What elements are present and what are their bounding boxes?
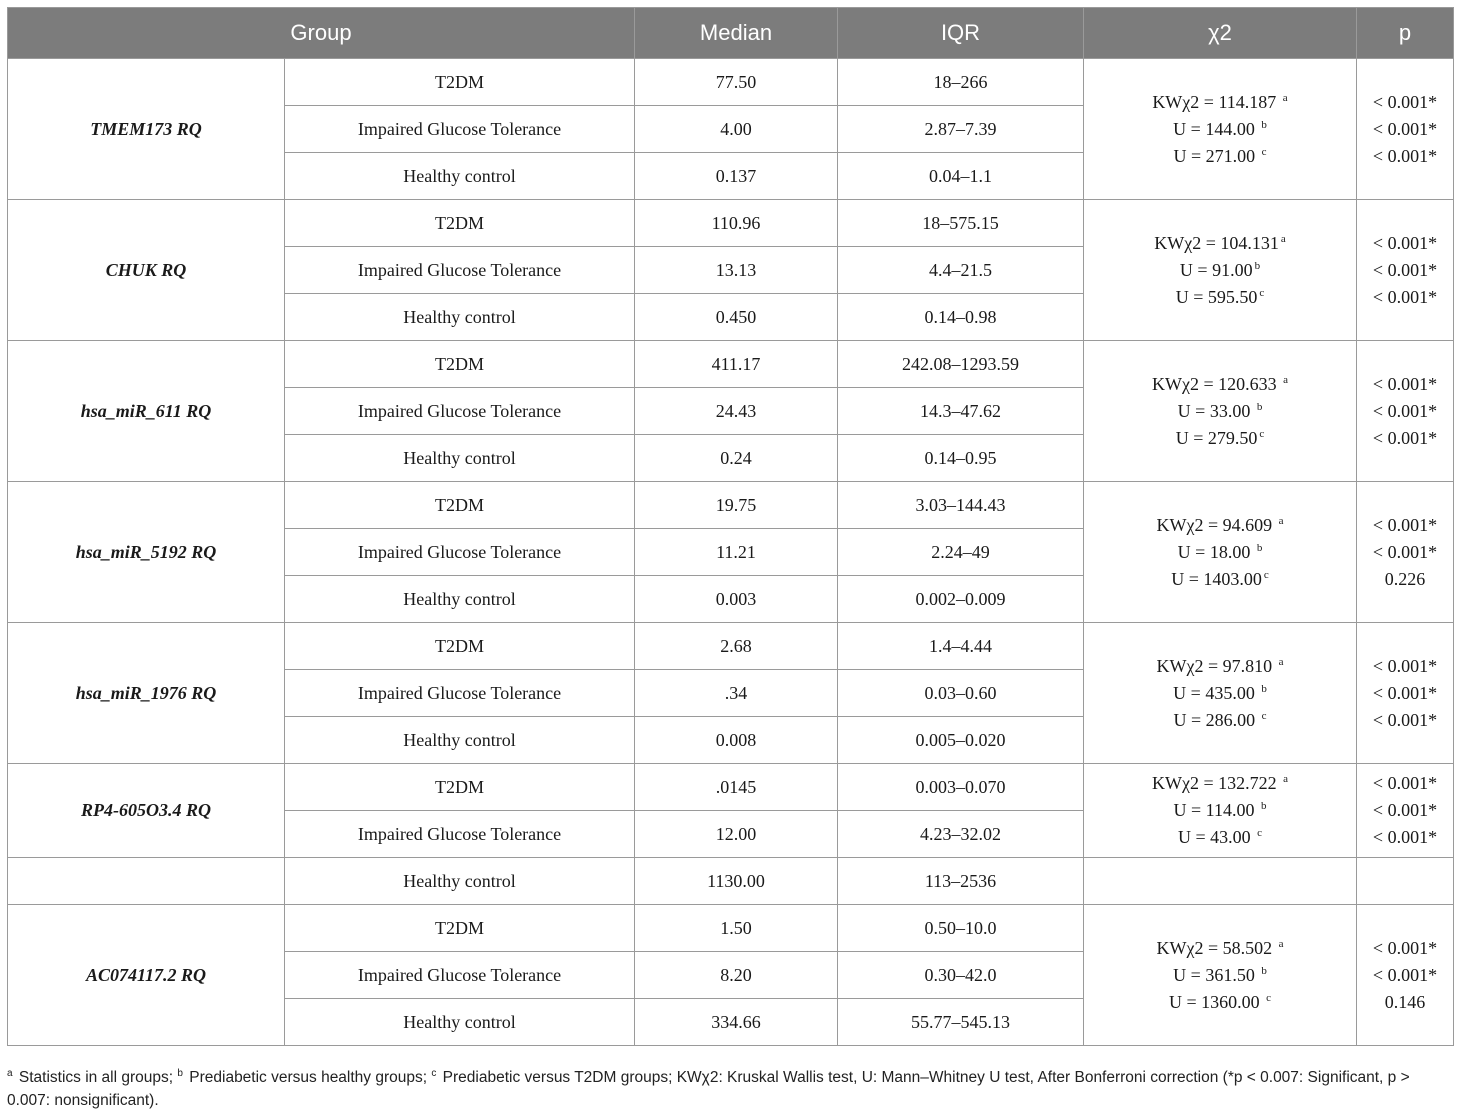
stat-line [1084, 284, 1356, 311]
group-cell: Impaired Glucose Tolerance [285, 670, 635, 717]
p-value-cell [1357, 764, 1454, 858]
stat-line [1084, 797, 1356, 824]
p-value-cell [1357, 59, 1454, 200]
group-cell: Impaired Glucose Tolerance [285, 247, 635, 294]
p-value-cell [1357, 905, 1454, 1046]
stat-line [1084, 770, 1356, 797]
stat-line [1084, 566, 1356, 593]
iqr-cell: 0.003–0.070 [838, 764, 1084, 811]
header-p: p [1357, 8, 1454, 59]
stat-text: KWχ2 = 58.502 [1156, 937, 1277, 958]
iqr-cell: 113–2536 [838, 858, 1084, 905]
stat-superscript: c [1266, 991, 1272, 1004]
median-cell: 12.00 [635, 811, 838, 858]
stat-line [1084, 680, 1356, 707]
p-value-line: < 0.001* [1372, 655, 1438, 676]
p-value-line: < 0.001* [1372, 373, 1438, 394]
iqr-cell: 0.002–0.009 [838, 576, 1084, 623]
chi2-stats-cell [1084, 482, 1357, 623]
p-value-line: < 0.001* [1372, 427, 1438, 448]
stat-superscript: c [1259, 427, 1265, 440]
median-cell: 13.13 [635, 247, 838, 294]
p-value-line: < 0.001* [1372, 400, 1438, 421]
results-table [7, 7, 1454, 1046]
median-cell: 11.21 [635, 529, 838, 576]
p-value-line: < 0.001* [1372, 118, 1438, 139]
stat-text: KWχ2 = 132.722 [1151, 773, 1282, 793]
median-cell: 0.137 [635, 153, 838, 200]
group-cell: Healthy control [285, 858, 635, 905]
p-value-line: < 0.001* [1372, 232, 1438, 253]
chi2-stats-cell [1084, 623, 1357, 764]
p-value-line: 0.226 [1384, 568, 1426, 589]
stat-line [1084, 398, 1356, 425]
iqr-cell: 4.23–32.02 [838, 811, 1084, 858]
stat-text: U = 595.50 [1175, 286, 1258, 307]
table-row [8, 482, 1454, 529]
median-cell: 411.17 [635, 341, 838, 388]
stat-text: KWχ2 = 97.810 [1156, 655, 1277, 676]
iqr-cell: 0.14–0.95 [838, 435, 1084, 482]
group-cell: T2DM [285, 905, 635, 952]
stat-line [1084, 371, 1356, 398]
stat-line [1084, 116, 1356, 143]
group-cell: Healthy control [285, 435, 635, 482]
median-cell: .0145 [635, 764, 838, 811]
p-value-cell [1357, 200, 1454, 341]
stat-superscript: a [1278, 937, 1284, 950]
chi2-stats-cell [1084, 59, 1357, 200]
footnote-mark-c: c [431, 1067, 437, 1079]
p-value-line: < 0.001* [1372, 286, 1438, 307]
stat-superscript: a [1278, 655, 1284, 668]
p-value-line: < 0.001* [1372, 937, 1438, 958]
stat-text: U = 114.00 [1173, 800, 1259, 820]
header-group: Group [8, 8, 635, 59]
stat-text: U = 271.00 [1173, 145, 1260, 166]
stat-line [1084, 257, 1356, 284]
p-value-line: 0.146 [1384, 991, 1426, 1012]
stat-superscript: c [1261, 709, 1267, 722]
stat-text: U = 1360.00 [1168, 991, 1265, 1012]
iqr-cell: 3.03–144.43 [838, 482, 1084, 529]
group-cell: T2DM [285, 200, 635, 247]
p-value-line: < 0.001* [1372, 514, 1438, 535]
p-value-cell-empty [1357, 858, 1454, 905]
p-value-line: < 0.001* [1372, 773, 1438, 793]
stat-line [1084, 539, 1356, 566]
stat-text: U = 144.00 [1173, 118, 1260, 139]
table-row [8, 623, 1454, 670]
table-row [8, 341, 1454, 388]
footnote-text-c: Prediabetic versus T2DM groups; KWχ2: Kruskal Wallis test, U: Mann–Whitney U test, After Bonferroni correction (*p < 0.007: Significant, p > 0.007: nonsignificant). [7, 1069, 1410, 1109]
table-row [8, 200, 1454, 247]
stat-line [1084, 653, 1356, 680]
chi2-stats-cell [1084, 905, 1357, 1046]
group-cell: Healthy control [285, 999, 635, 1046]
stat-text: U = 18.00 [1177, 541, 1255, 562]
iqr-cell: 0.04–1.1 [838, 153, 1084, 200]
iqr-cell: 18–575.15 [838, 200, 1084, 247]
p-value-cell [1357, 341, 1454, 482]
table-body [8, 59, 1454, 1046]
footnote-text-b: Prediabetic versus healthy groups; [184, 1069, 432, 1086]
iqr-cell: 1.4–4.44 [838, 623, 1084, 670]
group-cell: Impaired Glucose Tolerance [285, 952, 635, 999]
p-value-line: < 0.001* [1372, 964, 1438, 985]
iqr-cell: 2.87–7.39 [838, 106, 1084, 153]
stat-superscript: b [1256, 400, 1263, 413]
table-row [8, 858, 1454, 905]
stat-line [1084, 143, 1356, 170]
stat-superscript: b [1260, 800, 1267, 812]
group-cell: Healthy control [285, 717, 635, 764]
stat-text: KWχ2 = 94.609 [1156, 514, 1277, 535]
stat-line [1084, 962, 1356, 989]
group-cell: Impaired Glucose Tolerance [285, 106, 635, 153]
gene-name-cell: TMEM173 RQ [8, 59, 285, 200]
stat-text: U = 43.00 [1177, 827, 1256, 847]
stat-text: U = 435.00 [1173, 682, 1260, 703]
iqr-cell: 0.03–0.60 [838, 670, 1084, 717]
group-cell: T2DM [285, 623, 635, 670]
stat-superscript: b [1254, 259, 1261, 272]
stat-line [1084, 230, 1356, 257]
gene-name-cell: hsa_miR_5192 RQ [8, 482, 285, 623]
stat-line [1084, 935, 1356, 962]
stat-text: U = 286.00 [1173, 709, 1260, 730]
footnote-text-a: Statistics in all groups; [14, 1069, 178, 1086]
group-cell: T2DM [285, 341, 635, 388]
group-cell: Impaired Glucose Tolerance [285, 388, 635, 435]
stat-superscript: a [1283, 773, 1289, 785]
stat-line [1084, 707, 1356, 734]
p-value-line: < 0.001* [1372, 800, 1438, 820]
iqr-cell: 18–266 [838, 59, 1084, 106]
stat-text: KWχ2 = 104.131 [1154, 232, 1279, 253]
group-cell: Impaired Glucose Tolerance [285, 811, 635, 858]
gene-name-cell: hsa_miR_611 RQ [8, 341, 285, 482]
group-cell: Healthy control [285, 576, 635, 623]
table-row [8, 764, 1454, 811]
stat-text: U = 361.50 [1173, 964, 1260, 985]
median-cell: 2.68 [635, 623, 838, 670]
stat-text: U = 91.00 [1179, 259, 1253, 280]
stat-superscript: a [1282, 91, 1288, 104]
iqr-cell: 14.3–47.62 [838, 388, 1084, 435]
header-chi2: χ2 [1084, 8, 1357, 59]
footnote-mark-b: b [177, 1067, 183, 1079]
chi2-stats-cell-empty [1084, 858, 1357, 905]
stat-line [1084, 425, 1356, 452]
gene-name-cell: AC074117.2 RQ [8, 905, 285, 1046]
iqr-cell: 0.14–0.98 [838, 294, 1084, 341]
group-cell: Healthy control [285, 294, 635, 341]
stat-line [1084, 989, 1356, 1016]
p-value-cell [1357, 482, 1454, 623]
iqr-cell: 55.77–545.13 [838, 999, 1084, 1046]
stat-line [1084, 512, 1356, 539]
table-row [8, 59, 1454, 106]
median-cell: 334.66 [635, 999, 838, 1046]
group-cell: T2DM [285, 764, 635, 811]
stat-superscript: c [1259, 286, 1265, 299]
p-value-line: < 0.001* [1372, 91, 1438, 112]
stat-text: U = 1403.00 [1171, 568, 1262, 589]
group-cell: T2DM [285, 59, 635, 106]
median-cell: 1130.00 [635, 858, 838, 905]
median-cell: 4.00 [635, 106, 838, 153]
header-iqr: IQR [838, 8, 1084, 59]
median-cell: 0.008 [635, 717, 838, 764]
gene-name-cell: RP4-605O3.4 RQ [8, 764, 285, 858]
stat-text: U = 33.00 [1177, 400, 1255, 421]
stat-superscript: a [1280, 232, 1286, 245]
chi2-stats-cell [1084, 341, 1357, 482]
group-cell: Impaired Glucose Tolerance [285, 529, 635, 576]
p-value-line: < 0.001* [1372, 827, 1438, 847]
median-cell: 8.20 [635, 952, 838, 999]
stat-superscript: c [1261, 145, 1267, 158]
median-cell: .34 [635, 670, 838, 717]
chi2-stats-cell [1084, 200, 1357, 341]
stat-text: U = 279.50 [1175, 427, 1258, 448]
table-footnote [7, 1066, 1453, 1112]
p-value-line: < 0.001* [1372, 709, 1438, 730]
stat-superscript: a [1283, 373, 1289, 386]
stat-text: KWχ2 = 114.187 [1152, 91, 1281, 112]
iqr-cell: 242.08–1293.59 [838, 341, 1084, 388]
header-median: Median [635, 8, 838, 59]
stat-superscript: c [1257, 827, 1263, 839]
p-value-line: < 0.001* [1372, 259, 1438, 280]
stat-superscript: b [1256, 541, 1263, 554]
stat-line [1084, 824, 1356, 851]
median-cell: 19.75 [635, 482, 838, 529]
stat-superscript: b [1261, 964, 1267, 977]
median-cell: 24.43 [635, 388, 838, 435]
stat-text: KWχ2 = 120.633 [1151, 373, 1282, 394]
group-cell: Healthy control [285, 153, 635, 200]
stat-superscript: b [1261, 682, 1267, 695]
chi2-stats-cell [1084, 764, 1357, 858]
p-value-line: < 0.001* [1372, 145, 1438, 166]
stat-line [1084, 89, 1356, 116]
p-value-cell [1357, 623, 1454, 764]
median-cell: 1.50 [635, 905, 838, 952]
table-row [8, 905, 1454, 952]
footnote-mark-a: a [7, 1067, 13, 1079]
median-cell: 77.50 [635, 59, 838, 106]
p-value-line: < 0.001* [1372, 682, 1438, 703]
gene-name-cell: CHUK RQ [8, 200, 285, 341]
iqr-cell: 2.24–49 [838, 529, 1084, 576]
group-cell: T2DM [285, 482, 635, 529]
gene-name-cell: hsa_miR_1976 RQ [8, 623, 285, 764]
header-row [8, 8, 1454, 59]
iqr-cell: 0.50–10.0 [838, 905, 1084, 952]
median-cell: 110.96 [635, 200, 838, 247]
median-cell: 0.24 [635, 435, 838, 482]
iqr-cell: 4.4–21.5 [838, 247, 1084, 294]
stat-superscript: a [1278, 514, 1284, 527]
gene-name-cell-empty [8, 858, 285, 905]
median-cell: 0.003 [635, 576, 838, 623]
stat-superscript: c [1263, 568, 1269, 581]
iqr-cell: 0.005–0.020 [838, 717, 1084, 764]
iqr-cell: 0.30–42.0 [838, 952, 1084, 999]
median-cell: 0.450 [635, 294, 838, 341]
p-value-line: < 0.001* [1372, 541, 1438, 562]
stat-superscript: b [1261, 118, 1267, 131]
